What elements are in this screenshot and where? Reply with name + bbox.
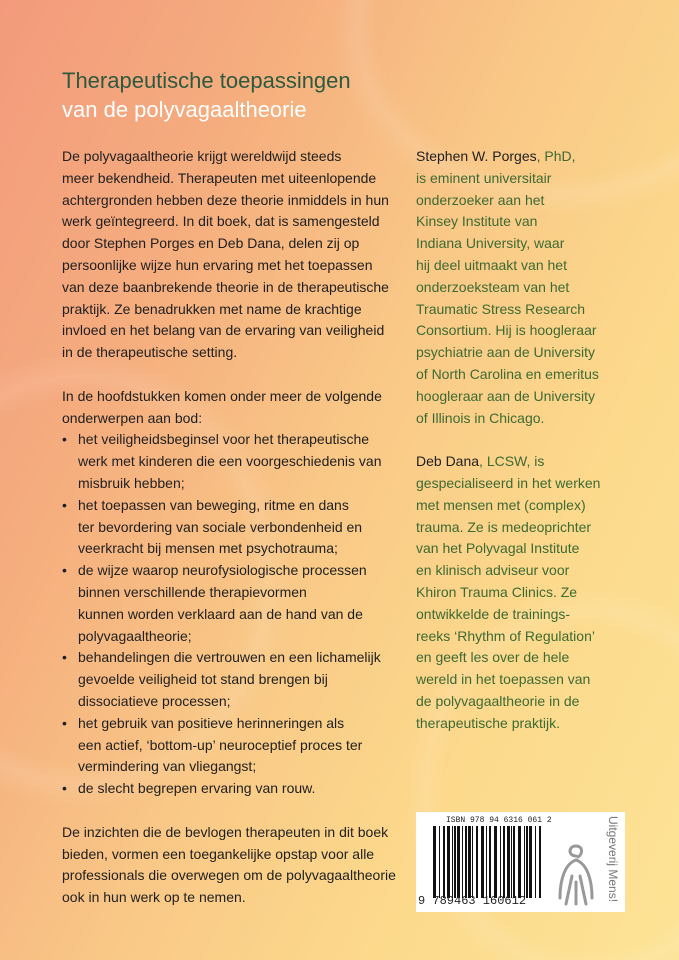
text-line: het toepassen van beweging, ritme en dans bbox=[78, 496, 349, 513]
text-line: De inzichten die de bevlogen therapeuten in dit boek bbox=[62, 823, 389, 840]
barcode-bar bbox=[524, 826, 525, 898]
blurb bbox=[62, 146, 407, 909]
barcode-bar bbox=[465, 826, 467, 898]
text-line: werk met kinderen die een voorgeschiedenis van bbox=[78, 453, 382, 470]
text-line: Consortium. Hij is hoogleraar bbox=[416, 322, 597, 339]
isbn-label: ISBN 978 94 6316 061 2 bbox=[446, 816, 552, 825]
text-line: ontwikkelde de trainings- bbox=[416, 605, 571, 622]
bullet: • bbox=[62, 714, 67, 731]
author-bios bbox=[416, 146, 656, 735]
bullet: • bbox=[62, 780, 67, 797]
topic-item bbox=[62, 713, 407, 778]
barcode-bar bbox=[513, 826, 515, 898]
text-line: therapeutische praktijk. bbox=[416, 714, 560, 731]
text-line: trauma. Ze is medeoprichter bbox=[416, 518, 592, 535]
text-line: Khiron Trauma Clinics. Ze bbox=[416, 583, 578, 600]
text-line: met mensen met (complex) bbox=[416, 496, 586, 513]
barcode-bar bbox=[457, 826, 460, 898]
topic-item bbox=[62, 647, 407, 712]
closing-paragraph bbox=[62, 822, 407, 909]
text-line: psychiatrie aan de University bbox=[416, 344, 595, 361]
topic-item bbox=[62, 495, 407, 560]
text-line: veerkracht bij mensen met psychotrauma; bbox=[78, 540, 338, 557]
text-line: van het Polyvagal Institute bbox=[416, 540, 580, 557]
barcode-bar bbox=[468, 826, 471, 898]
book-title bbox=[62, 66, 351, 124]
text-line: het gebruik van positieve herinneringen als bbox=[78, 714, 345, 731]
text-line: Traumatic Stress Research bbox=[416, 300, 586, 317]
barcode-bar bbox=[500, 826, 501, 898]
text-line: dissociatieve processen; bbox=[78, 692, 231, 709]
text-line: de wijze waarop neurofysiologische processen bbox=[78, 562, 367, 579]
author-name: Stephen W. Porges bbox=[416, 148, 537, 164]
text-line: polyvagaaltheorie; bbox=[78, 627, 192, 644]
text-line: Indiana University, waar bbox=[416, 235, 565, 252]
isbn-barcode bbox=[416, 812, 625, 912]
barcode-bar bbox=[507, 826, 510, 898]
barcode-bar bbox=[439, 826, 440, 898]
author-bio-porges bbox=[416, 146, 656, 429]
text-line: meer bekendheid. Therapeuten met uiteenlopende bbox=[62, 169, 377, 186]
text-line: Kinsey Institute van bbox=[416, 213, 538, 230]
text-line: hij deel uitmaakt van het bbox=[416, 256, 567, 273]
barcode-bar bbox=[518, 826, 521, 898]
barcode-bar bbox=[535, 826, 536, 898]
publisher-person-logo bbox=[556, 842, 596, 906]
barcode-bar bbox=[476, 826, 478, 898]
text-line: van deze baanbrekende theorie in de therapeutische bbox=[62, 278, 389, 295]
text-line: kunnen worden verklaard aan de hand van de bbox=[78, 605, 363, 622]
text-line: de slecht begrepen ervaring van rouw. bbox=[78, 780, 316, 797]
text-line: persoonlijke wijze hun ervaring met het toepassen bbox=[62, 256, 373, 273]
barcode-bar bbox=[462, 826, 463, 898]
author-credential: , LCSW, is bbox=[479, 453, 545, 470]
barcode-bar bbox=[503, 826, 505, 898]
barcode-bar bbox=[539, 826, 541, 898]
text-line: hoogleraar aan de University bbox=[416, 387, 595, 404]
text-line: of North Carolina en emeritus bbox=[416, 365, 599, 382]
barcode-bar bbox=[494, 826, 497, 898]
text-line: bieden, vormen een toegankelijke opstap voor alle bbox=[62, 845, 375, 862]
text-line: vermindering van vliegangst; bbox=[78, 758, 257, 775]
text-line: In de hoofdstukken komen onder meer de volgende bbox=[62, 387, 382, 404]
text-line: een actief, ‘bottom-up’ neuroceptief proces ter bbox=[78, 736, 363, 753]
text-line: invloed en het belang van de ervaring van veiligheid bbox=[62, 322, 385, 339]
topics-list bbox=[62, 429, 407, 800]
barcode-bar bbox=[452, 826, 453, 898]
title-line-1: Therapeutische toepassingen bbox=[62, 68, 351, 93]
text-line: door Stephen Porges en Deb Dana, delen zij op bbox=[62, 235, 360, 252]
text-line: misbruik hebben; bbox=[78, 474, 185, 491]
text-line: binnen verschillende therapievormen bbox=[78, 583, 307, 600]
text-line: de polyvagaaltheorie in de bbox=[416, 692, 580, 709]
author-name: Deb Dana bbox=[416, 453, 480, 470]
text-line: gevoelde veiligheid tot stand brengen bij bbox=[78, 671, 328, 688]
topic-item bbox=[62, 778, 407, 800]
bullet: • bbox=[62, 649, 67, 666]
text-line: reeks ‘Rhythm of Regulation’ bbox=[416, 627, 595, 644]
text-line: professionals die overwegen om de polyvagaaltheorie bbox=[62, 867, 396, 884]
barcode-bar bbox=[481, 826, 484, 898]
intro-paragraph bbox=[62, 146, 407, 364]
text-line: werk geïntegreerd. In dit boek, dat is samengesteld bbox=[62, 213, 380, 230]
text-line: praktijk. Ze benadrukken met name de krachtige bbox=[62, 300, 362, 317]
author-bio-dana bbox=[416, 451, 656, 734]
topic-item bbox=[62, 560, 407, 647]
topic-item bbox=[62, 429, 407, 494]
text-line: is eminent universitair bbox=[416, 169, 552, 186]
text-line: onderwerpen aan bod: bbox=[62, 409, 203, 426]
barcode-bar bbox=[511, 826, 512, 898]
barcode-bar bbox=[472, 826, 473, 898]
text-line: of Illinois in Chicago. bbox=[416, 409, 545, 426]
bullet: • bbox=[62, 431, 67, 448]
text-line: onderzoeksteam van het bbox=[416, 278, 570, 295]
text-line: onderzoeker aan het bbox=[416, 191, 545, 208]
text-line: behandelingen die vertrouwen en een lichamelijk bbox=[78, 649, 381, 666]
bullet: • bbox=[62, 496, 67, 513]
title-line-2: van de polyvagaaltheorie bbox=[62, 97, 307, 122]
barcode-bar bbox=[486, 826, 487, 898]
text-line: achtergronden hebben deze theorie inmiddels in hun bbox=[62, 191, 389, 208]
publisher-name: Uitgeverij Mens! bbox=[606, 816, 620, 903]
barcode-bar bbox=[447, 826, 450, 898]
text-line: ook in hun werk op te nemen. bbox=[62, 889, 246, 906]
text-line: het veiligheidsbeginsel voor het therapeutische bbox=[78, 431, 370, 448]
author-credential: , PhD, bbox=[536, 148, 576, 164]
barcode-bar bbox=[526, 826, 528, 898]
text-line: en klinisch adviseur voor bbox=[416, 562, 570, 579]
barcode-bar bbox=[454, 826, 456, 898]
text-line: ter bevordering van sociale verbondenheid en bbox=[78, 518, 363, 535]
text-line: wereld in het toepassen van bbox=[416, 671, 591, 688]
text-line: De polyvagaaltheorie krijgt wereldwijd steeds bbox=[62, 148, 342, 164]
topics-intro bbox=[62, 386, 407, 430]
barcode-bar bbox=[489, 826, 491, 898]
barcode-bar bbox=[433, 826, 436, 898]
text-line: in de therapeutische setting. bbox=[62, 344, 238, 361]
text-line: gespecialiseerd in het werken bbox=[416, 474, 601, 491]
barcode-bar bbox=[529, 826, 532, 898]
bullet: • bbox=[62, 562, 67, 579]
barcode-digits: 9 789463 160612 bbox=[418, 894, 527, 908]
barcode-bars bbox=[433, 826, 545, 898]
text-line: en geeft les over de hele bbox=[416, 649, 570, 666]
barcode-bar bbox=[443, 826, 445, 898]
